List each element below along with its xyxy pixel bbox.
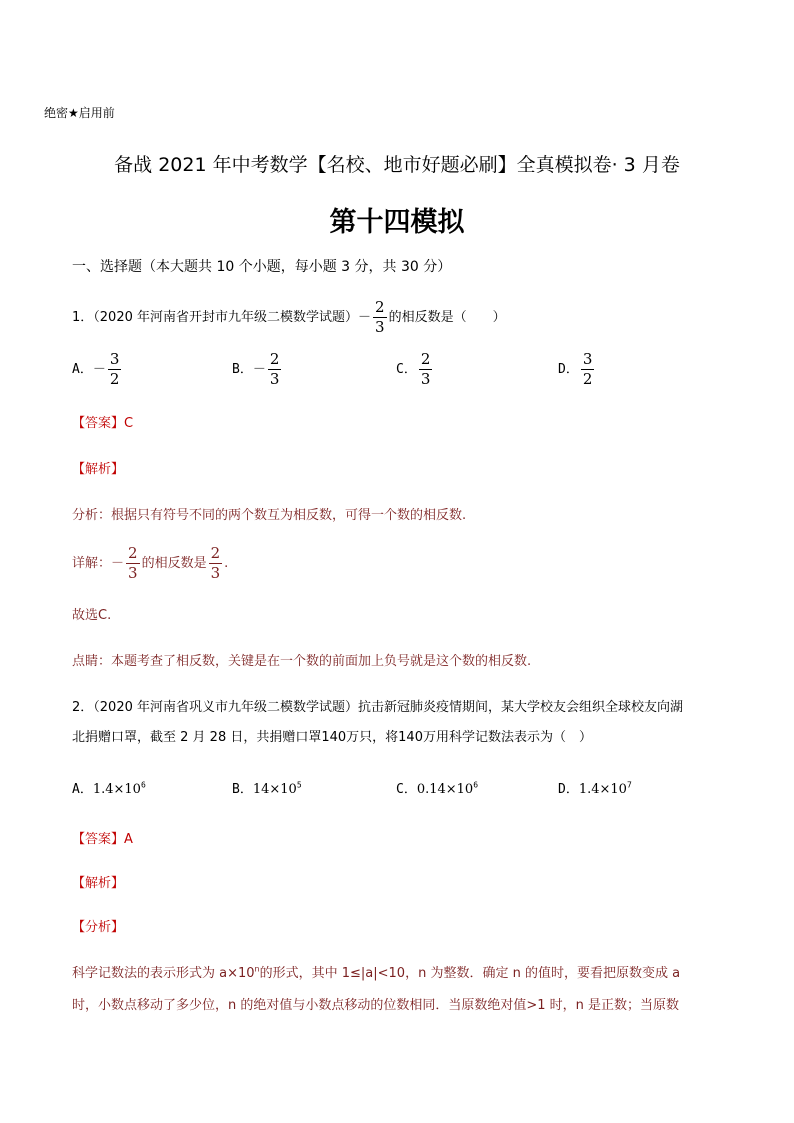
option-label: C．	[396, 362, 417, 377]
option-base: 14×10	[252, 782, 297, 797]
q2-option-d	[558, 778, 632, 797]
fraction	[268, 352, 282, 387]
denominator: 3	[210, 564, 221, 582]
q1-option-b	[232, 352, 283, 387]
q1-option-d	[558, 352, 596, 387]
confidential-label: 绝密★启用前	[44, 106, 115, 120]
q1-option-c	[396, 352, 434, 387]
question-2-line-2: 北捐赠口罩，截至 2 月 28 日，共捐赠口罩140万只，将140万用科学记数法表示为（ ）	[72, 730, 592, 745]
paragraph-part: 科学记数法的表示形式为 a×10	[72, 966, 255, 981]
q1-detail	[72, 546, 228, 581]
paragraph-part: 的形式，其中 1≤|a|<10，n 为整数．确定 n 的值时，要看把原数变成 a	[259, 966, 681, 981]
numerator: 2	[128, 544, 138, 562]
answer-label: 【答案】	[72, 416, 125, 431]
q1-comment: 点睛：本题考查了相反数，关键是在一个数的前面加上负号就是这个数的相反数.	[72, 654, 532, 669]
option-exponent: 5	[296, 780, 302, 790]
numerator: 2	[420, 350, 431, 368]
answer-label: 【答案】	[72, 832, 125, 847]
denominator: 3	[420, 370, 431, 388]
question-2-line-1: 2．（2020 年河南省巩义市九年级二模数学试题）抗击新冠肺炎疫情期间，某大学校友会组织全球校友向湖	[72, 700, 683, 715]
denominator: 2	[109, 370, 120, 388]
option-sign: －	[252, 362, 266, 377]
fraction	[108, 352, 122, 387]
answer-value: C	[124, 416, 134, 431]
document-subtitle: 第十四模拟	[329, 207, 465, 238]
q2-option-c	[396, 778, 478, 797]
document-title: 备战 2021 年中考数学【名校、地市好题必刷】全真模拟卷· 3 月卷	[114, 154, 680, 176]
option-label: B．	[232, 782, 253, 797]
q2-answer	[72, 828, 133, 847]
denominator: 2	[582, 370, 593, 388]
option-label: A．	[72, 362, 93, 377]
answer-value: A	[124, 832, 133, 847]
minus-sign: －	[358, 310, 372, 325]
fraction	[373, 300, 387, 335]
option-exponent: 6	[473, 780, 479, 790]
denominator: 3	[128, 564, 138, 582]
q2-option-a	[72, 778, 146, 797]
option-exponent: 6	[140, 780, 146, 790]
q1-choose: 故选C.	[72, 608, 112, 623]
option-label: A．	[72, 782, 93, 797]
question-1-source: 1．（2020 年河南省开封市九年级二模数学试题）	[72, 310, 358, 325]
denominator: 3	[269, 370, 280, 388]
option-label: B．	[232, 362, 253, 377]
q2-analysis-label: 【解析】	[72, 876, 125, 891]
numerator: 2	[210, 544, 221, 562]
fraction	[126, 546, 140, 581]
q1-analysis: 分析：根据只有符号不同的两个数互为相反数，可得一个数的相反数.	[72, 508, 467, 523]
q1-option-a	[72, 352, 123, 387]
fraction	[419, 352, 433, 387]
detail-middle: 的相反数是	[141, 556, 207, 571]
q2-paragraph-line-2: 时，小数点移动了多少位，n 的绝对值与小数点移动的位数相同．当原数绝对值>1 时，n 是正数；当原数	[72, 998, 680, 1013]
q2-paragraph-line-1	[72, 962, 680, 981]
numerator: 3	[582, 350, 593, 368]
option-label: D．	[558, 362, 579, 377]
q2-option-b	[232, 778, 302, 797]
detail-end: .	[224, 556, 229, 571]
option-sign: －	[92, 362, 106, 377]
option-base: 0.14×10	[416, 782, 474, 797]
numerator: 2	[269, 350, 280, 368]
q1-answer	[72, 412, 133, 431]
question-1-suffix: 的相反数是（ ）	[388, 310, 506, 325]
q1-analysis-label: 【解析】	[72, 462, 125, 477]
fraction	[581, 352, 595, 387]
numerator: 2	[375, 298, 385, 316]
numerator: 3	[109, 350, 120, 368]
option-base: 1.4×10	[578, 782, 627, 797]
option-label: D．	[558, 782, 579, 797]
denominator: 3	[375, 318, 385, 336]
option-base: 1.4×10	[92, 782, 141, 797]
detail-prefix: 详解：－	[72, 556, 125, 571]
section-heading: 一、选择题（本大题共 10 个小题，每小题 3 分，共 30 分）	[72, 259, 452, 275]
question-1-stem	[72, 300, 506, 335]
q2-fenxi-label: 【分析】	[72, 920, 125, 935]
fraction	[209, 546, 223, 581]
option-exponent: 7	[626, 780, 632, 790]
exponent: n	[254, 964, 260, 974]
option-label: C．	[396, 782, 417, 797]
